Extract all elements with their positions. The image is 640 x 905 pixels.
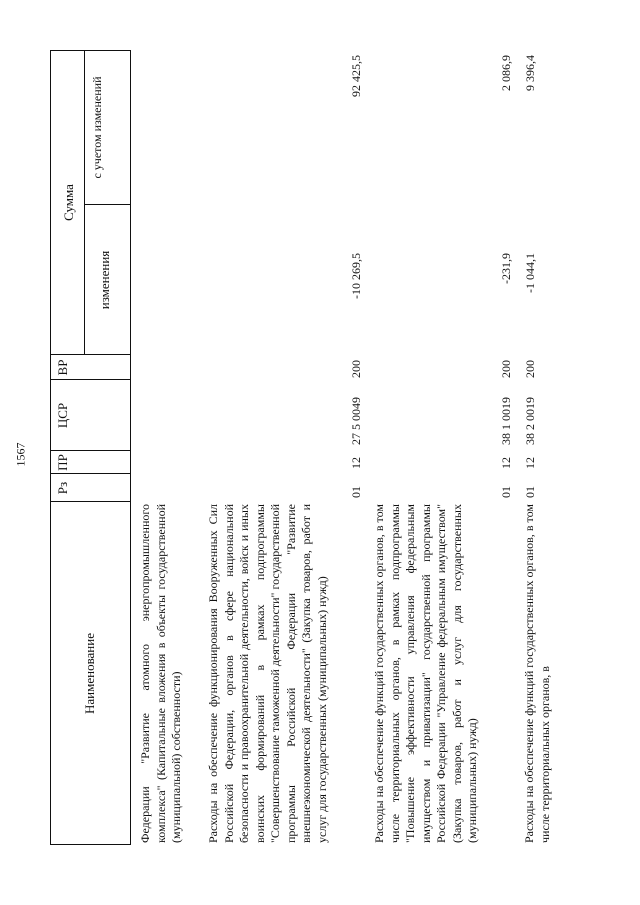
row-total: 9 396,4 bbox=[523, 55, 537, 91]
header-name: Наименование bbox=[82, 633, 97, 714]
row-csr: 38 2 0019 bbox=[523, 397, 537, 445]
budget-table bbox=[50, 50, 570, 845]
row-name: Федерации "Развитие атомного энергопромышленного комплекса" (Капитальные вложения в объекты государственной (муниципальной) собственности) bbox=[138, 504, 183, 843]
row-name: Расходы на обеспечение функций государственных органов, в том числе территориальных органов, в bbox=[522, 504, 552, 843]
header-with-changes: с учетом изменений bbox=[90, 76, 104, 179]
row-vr: 200 bbox=[523, 360, 537, 378]
row-csr: 27 5 0049 bbox=[349, 397, 363, 445]
row-total: 2 086,9 bbox=[499, 55, 513, 91]
header-pr: ПР bbox=[55, 454, 70, 471]
header-vr: ВР bbox=[55, 359, 70, 376]
header-rz: Рз bbox=[55, 481, 70, 495]
header-csr: ЦСР bbox=[55, 402, 70, 429]
row-total: 92 425,5 bbox=[349, 55, 363, 97]
row-pr: 12 bbox=[349, 457, 363, 469]
row-vr: 200 bbox=[499, 360, 513, 378]
row-rz: 01 bbox=[523, 486, 537, 498]
header-changes: изменения bbox=[97, 250, 112, 310]
row-change: -1 044,1 bbox=[523, 253, 537, 293]
header-sum: Сумма bbox=[61, 184, 76, 221]
page-number: 1567 bbox=[13, 442, 28, 467]
row-name: Расходы на обеспечение функционирования Вооруженных Сил Российской Федерации, органов в сфере национальной безопасности и правоохранительной деятельности, войск и иных воинских формирований в рамках подпрограммы "Совершенствование таможенной деятельности" государственной программы Российской Федерации "Развитие внешнеэкономической деятельности" (Закупка товаров, работ и услуг для государственных (муниципальных) нужд) bbox=[206, 504, 329, 843]
row-pr: 12 bbox=[499, 457, 513, 469]
row-csr: 38 1 0019 bbox=[499, 397, 513, 445]
row-change: -10 269,5 bbox=[349, 253, 363, 299]
row-pr: 12 bbox=[523, 457, 537, 469]
row-rz: 01 bbox=[349, 486, 363, 498]
row-name: Расходы на обеспечение функций государственных органов, в том числе территориальных органов, в рамках подпрограммы "Повышение эффективности управления федеральным имуществом и приватизации" государственной программы Российской Федерации "Управление федеральным имуществом" (Закупка товаров, работ и услуг для государственных (муниципальных) нужд) bbox=[372, 504, 479, 843]
row-change: -231,9 bbox=[499, 253, 513, 284]
row-vr: 200 bbox=[349, 360, 363, 378]
row-rz: 01 bbox=[499, 486, 513, 498]
